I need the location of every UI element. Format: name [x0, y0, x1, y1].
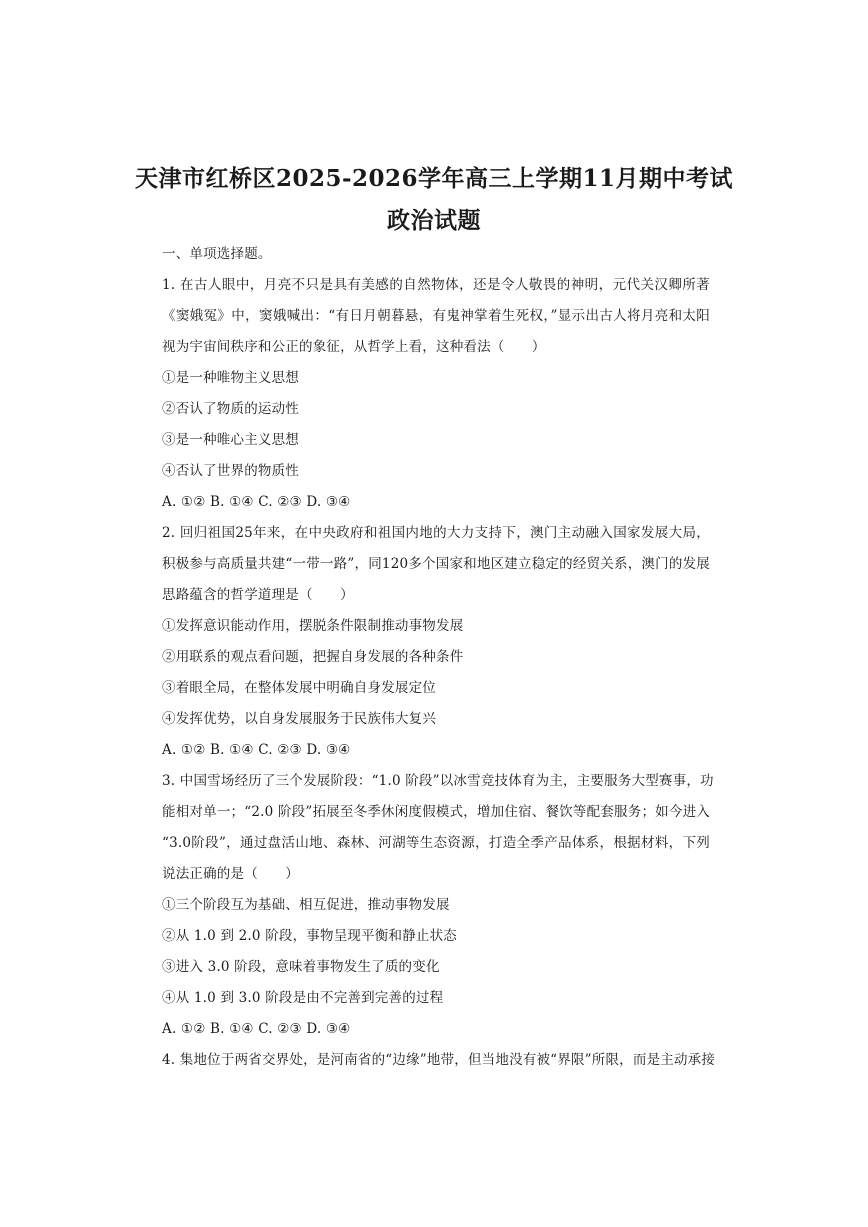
question-3-stem-line-2: 能相对单一；“2.0 阶段”拓展至冬季休闲度假模式，增加住宿、餐饮等配套服务；如今进入 [162, 804, 710, 820]
page-title: 天津市红桥区2025-2026学年高三上学期11月期中考试 [134, 165, 734, 192]
question-1-stem-line-1: 1. 在古人眼中，月亮不只是具有美感的自然物体，还是令人敬畏的神明，元代关汉卿所著 [162, 277, 710, 293]
question-1-option-1: ①是一种唯物主义思想 [162, 370, 299, 386]
question-3-option-3: ③进入 3.0 阶段，意味着事物发生了质的变化 [162, 959, 440, 975]
section-heading: 一、单项选择题。 [162, 246, 272, 262]
question-2-stem-line-2: 积极参与高质量共建“一带一路”，同120多个国家和地区建立稳定的经贸关系，澳门的发展 [162, 556, 710, 572]
question-2-option-1: ①发挥意识能动作用，摆脱条件限制推动事物发展 [162, 618, 464, 634]
question-2-stem-line-3: 思路蕴含的哲学道理是（ ） [162, 587, 354, 603]
question-1-option-2: ②否认了物质的运动性 [162, 401, 299, 417]
question-3-option-1: ①三个阶段互为基础、相互促进，推动事物发展 [162, 897, 450, 913]
question-1-choices: A. ①② B. ①④ C. ②③ D. ③④ [162, 494, 351, 510]
question-3-stem-line-4: 说法正确的是（ ） [162, 866, 299, 882]
question-3-stem-line-3: “3.0阶段”，通过盘活山地、森林、河湖等生态资源，打造全季产品体系，根据材料，下列 [162, 835, 710, 851]
question-1-option-3: ③是一种唯心主义思想 [162, 432, 299, 448]
question-1-option-4: ④否认了世界的物质性 [162, 463, 299, 479]
question-2-option-3: ③着眼全局，在整体发展中明确自身发展定位 [162, 680, 436, 696]
question-3-choices: A. ①② B. ①④ C. ②③ D. ③④ [162, 1021, 351, 1037]
page-subtitle: 政治试题 [387, 207, 481, 234]
question-4-stem-line-1: 4. 集地位于两省交界处，是河南省的“边缘”地带，但当地没有被“界限”所限，而是主动承接 [162, 1052, 716, 1068]
question-1-stem-line-2: 《窦娥冤》中，窦娥喊出：“有日月朝暮悬，有鬼神掌着生死权，”显示出古人将月亮和太阳 [162, 308, 710, 324]
question-2-option-2: ②用联系的观点看问题，把握自身发展的各种条件 [162, 649, 464, 665]
question-2-choices: A. ①② B. ①④ C. ②③ D. ③④ [162, 742, 351, 758]
question-3-option-4: ④从 1.0 到 3.0 阶段是由不完善到完善的过程 [162, 990, 444, 1006]
question-3-option-2: ②从 1.0 到 2.0 阶段，事物呈现平衡和静止状态 [162, 928, 458, 944]
question-1-stem-line-3: 视为宇宙间秩序和公正的象征，从哲学上看，这种看法（ ） [162, 339, 546, 355]
question-3-stem-line-1: 3. 中国雪场经历了三个发展阶段：“1.0 阶段”以冰雪竞技体育为主，主要服务大型赛事，功 [162, 773, 714, 789]
question-2-stem-line-1: 2. 回归祖国25年来，在中央政府和祖国内地的大力支持下，澳门主动融入国家发展大局， [162, 525, 710, 541]
question-2-option-4: ④发挥优势，以自身发展服务于民族伟大复兴 [162, 711, 436, 727]
